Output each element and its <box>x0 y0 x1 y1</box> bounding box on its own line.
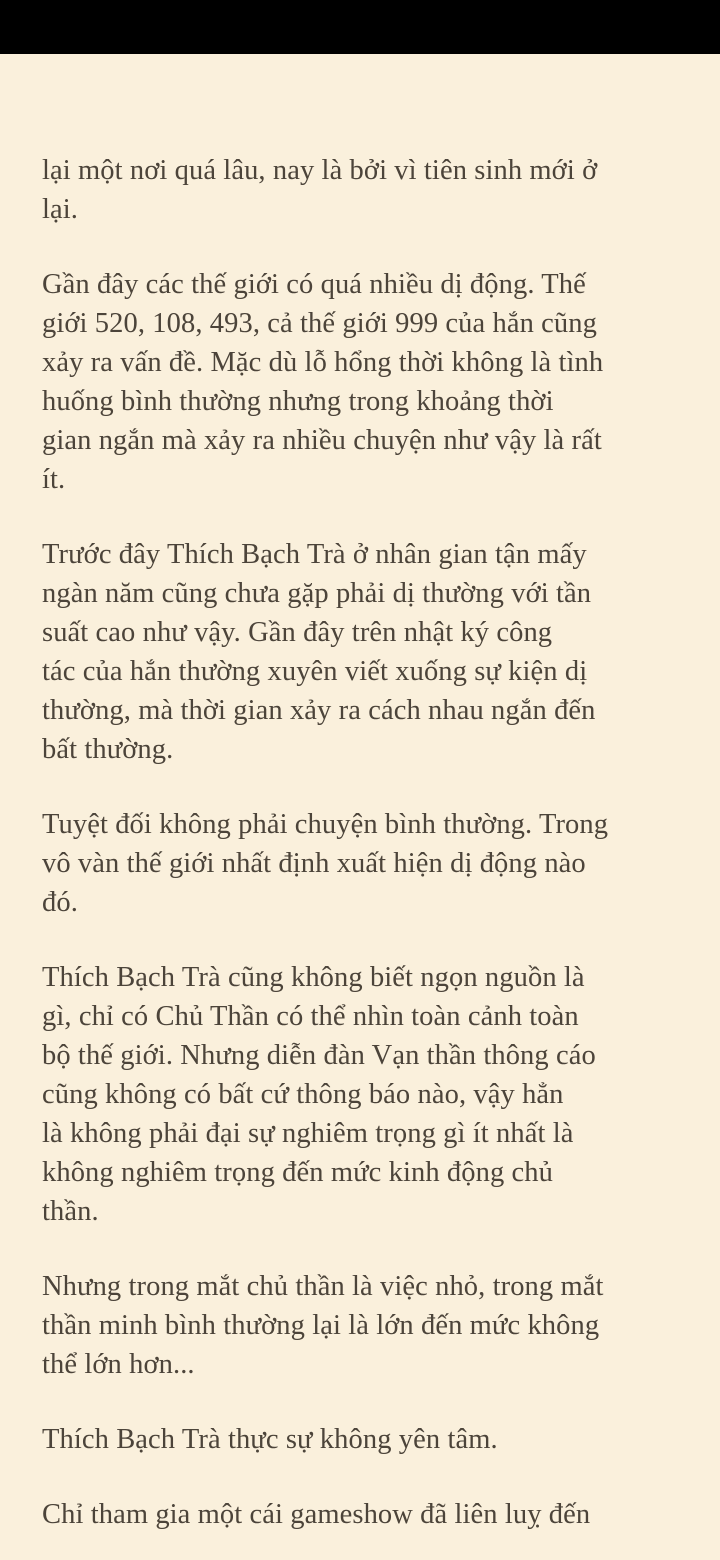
text-line: ít. <box>42 464 66 495</box>
paragraph <box>42 1420 684 1459</box>
paragraph <box>42 958 684 1231</box>
paragraph <box>42 805 684 922</box>
text-line: thể lớn hơn... <box>42 1349 195 1380</box>
text-line: thần. <box>42 1196 99 1227</box>
text-line: ngàn năm cũng chưa gặp phải dị thường với tần <box>42 578 592 609</box>
text-line: Thích Bạch Trà thực sự không yên tâm. <box>42 1424 498 1455</box>
paragraph <box>42 1267 684 1384</box>
text-line: Trước đây Thích Bạch Trà ở nhân gian tận mấy <box>42 539 587 570</box>
text-line: xảy ra vấn đề. Mặc dù lỗ hổng thời không là tình <box>42 347 604 378</box>
text-line: Chỉ tham gia một cái gameshow đã liên luỵ đến <box>42 1499 591 1530</box>
text-line: là không phải đại sự nghiêm trọng gì ít nhất là <box>42 1118 574 1149</box>
text-line: gian ngắn mà xảy ra nhiều chuyện như vậy là rất <box>42 425 602 456</box>
text-line: bất thường. <box>42 734 174 765</box>
status-bar <box>0 0 720 54</box>
reader-page[interactable] <box>0 54 720 1560</box>
text-line: giới 520, 108, 493, cả thế giới 999 của hắn cũng <box>42 308 597 339</box>
paragraph <box>42 265 684 499</box>
paragraph <box>42 151 684 229</box>
text-line: suất cao như vậy. Gần đây trên nhật ký công <box>42 617 553 648</box>
text-line: bộ thế giới. Nhưng diễn đàn Vạn thần thông cáo <box>42 1040 596 1071</box>
paragraph <box>42 535 684 769</box>
text-line: thần minh bình thường lại là lớn đến mức không <box>42 1310 600 1341</box>
text-line: không nghiêm trọng đến mức kinh động chủ <box>42 1157 554 1188</box>
text-line: huống bình thường nhưng trong khoảng thời <box>42 386 554 417</box>
text-line: Thích Bạch Trà cũng không biết ngọn nguồn là <box>42 962 585 993</box>
text-line: thường, mà thời gian xảy ra cách nhau ngắn đến <box>42 695 596 726</box>
text-line: lại. <box>42 194 79 225</box>
text-line: đó. <box>42 887 78 918</box>
text-line: Nhưng trong mắt chủ thần là việc nhỏ, trong mắt <box>42 1271 604 1302</box>
paragraph <box>42 1495 684 1534</box>
text-line: lại một nơi quá lâu, nay là bởi vì tiên sinh mới ở <box>42 155 598 186</box>
text-line: Gần đây các thế giới có quá nhiều dị động. Thế <box>42 269 586 300</box>
text-line: gì, chỉ có Chủ Thần có thể nhìn toàn cảnh toàn <box>42 1001 579 1032</box>
text-line: cũng không có bất cứ thông báo nào, vậy hẳn <box>42 1079 564 1110</box>
reader-content <box>42 151 684 1534</box>
text-line: Tuyệt đối không phải chuyện bình thường. Trong <box>42 809 609 840</box>
text-line: vô vàn thế giới nhất định xuất hiện dị động nào <box>42 848 586 879</box>
text-line: tác của hắn thường xuyên viết xuống sự kiện dị <box>42 656 588 687</box>
